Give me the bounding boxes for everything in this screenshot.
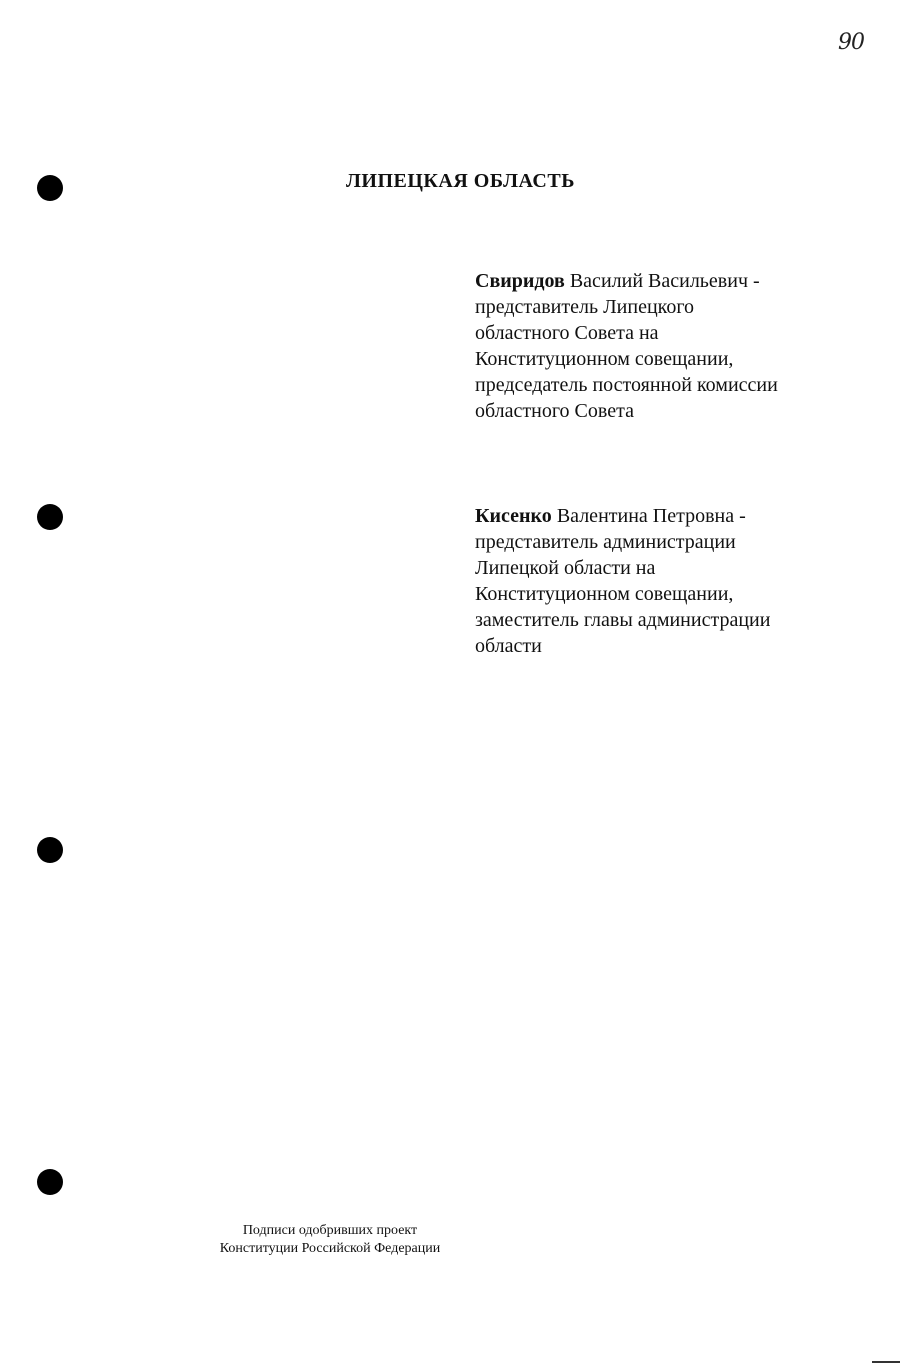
- entry-line: заместитель главы администрации: [475, 609, 771, 631]
- footer-caption: [180, 1222, 480, 1258]
- entry-line: областного Совета: [475, 400, 634, 422]
- entry-sviridov: [475, 268, 875, 424]
- scan-edge-mark: [872, 1361, 900, 1363]
- punch-hole-4: [37, 1169, 63, 1195]
- footer-line-1: Подписи одобривших проект: [242, 1223, 418, 1238]
- entry-kisenko: [475, 503, 875, 659]
- punch-hole-2: [37, 504, 63, 530]
- entry-name-rest: Василий Васильевич -: [564, 270, 760, 292]
- entry-line: областного Совета на: [475, 322, 659, 344]
- entry-line: представитель администрации: [475, 531, 736, 553]
- entry-line: председатель постоянной комиссии: [475, 374, 778, 396]
- entry-first-line: [475, 503, 875, 529]
- region-title: ЛИПЕЦКАЯ ОБЛАСТЬ: [346, 170, 575, 192]
- entry-surname: Свиридов: [475, 270, 565, 292]
- entry-line: Конституционном совещании,: [475, 348, 734, 370]
- entry-name-rest: Валентина Петровна -: [551, 505, 746, 527]
- entry-surname: Кисенко: [475, 505, 552, 527]
- punch-hole-3: [37, 837, 63, 863]
- entry-line: области: [475, 635, 542, 657]
- entry-line: представитель Липецкого: [475, 296, 695, 318]
- entry-line: Липецкой области на: [475, 557, 656, 579]
- handwritten-page-number: 90: [838, 30, 864, 55]
- entry-line: Конституционном совещании,: [475, 583, 734, 605]
- entry-first-line: [475, 268, 875, 294]
- footer-line-2: Конституции Российской Федерации: [219, 1241, 441, 1256]
- punch-hole-1: [37, 175, 63, 201]
